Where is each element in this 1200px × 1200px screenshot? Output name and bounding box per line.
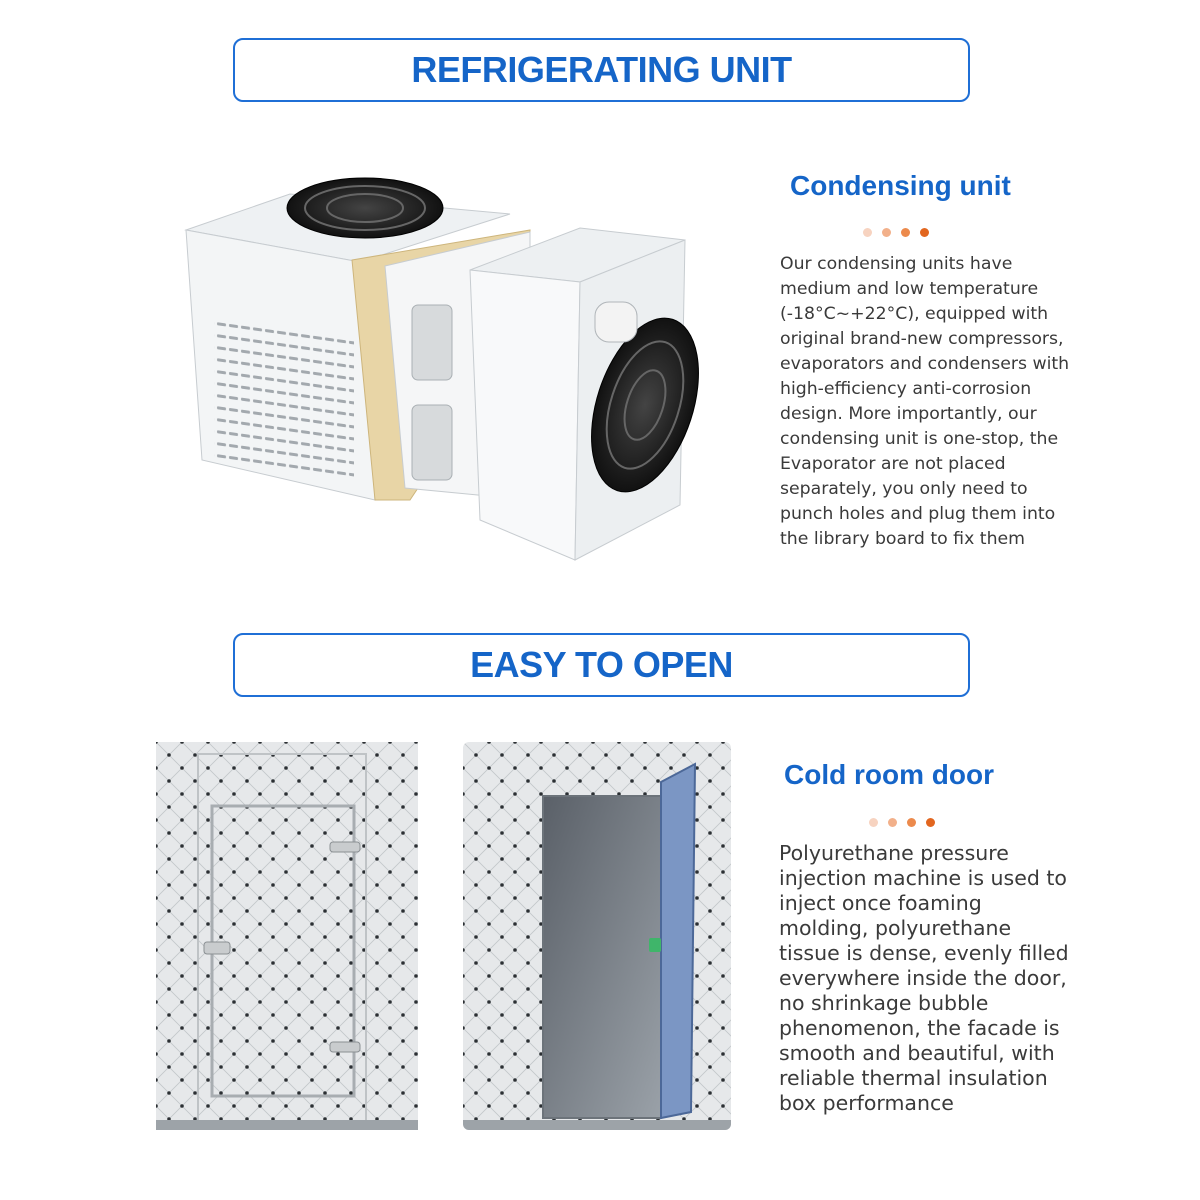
dot-4 bbox=[920, 228, 929, 237]
decorative-dots bbox=[869, 818, 935, 827]
banner-title: EASY TO OPEN bbox=[470, 644, 733, 685]
refrigerating-unit-banner bbox=[233, 38, 970, 102]
dot-2 bbox=[882, 228, 891, 237]
cold-room-door-closed-photo bbox=[156, 742, 418, 1130]
banner-title: REFRIGERATING UNIT bbox=[411, 49, 792, 90]
condensing-unit-photo bbox=[180, 170, 720, 570]
dot-2 bbox=[888, 818, 897, 827]
cold-room-door-description: Polyurethane pressure injection machine is used to inject once foaming molding, polyurethane tissue is dense, evenly filled everywhere inside the door, no shrinkage bubble phenomenon, the facade is smooth and beautiful, with reliable thermal insulation box performance bbox=[779, 841, 1069, 1115]
condensing-unit-title: Condensing unit bbox=[790, 170, 1011, 201]
dot-1 bbox=[863, 228, 872, 237]
decorative-dots bbox=[863, 228, 929, 237]
cold-room-door-open-photo bbox=[463, 742, 731, 1130]
dot-1 bbox=[869, 818, 878, 827]
dot-3 bbox=[901, 228, 910, 237]
dot-4 bbox=[926, 818, 935, 827]
dot-3 bbox=[907, 818, 916, 827]
cold-room-door-title: Cold room door bbox=[784, 759, 994, 790]
easy-to-open-banner bbox=[233, 633, 970, 697]
condensing-unit-description: Our condensing units have medium and low temperature (-18°C~+22°C), equipped with original brand-new compressors, evaporators and condensers with high-efficiency anti-corrosion design. More importantly, our condensing unit is one-stop, the Evaporator are not placed separately, you only need to punch holes and plug them into the library board to fix them bbox=[780, 254, 1070, 549]
